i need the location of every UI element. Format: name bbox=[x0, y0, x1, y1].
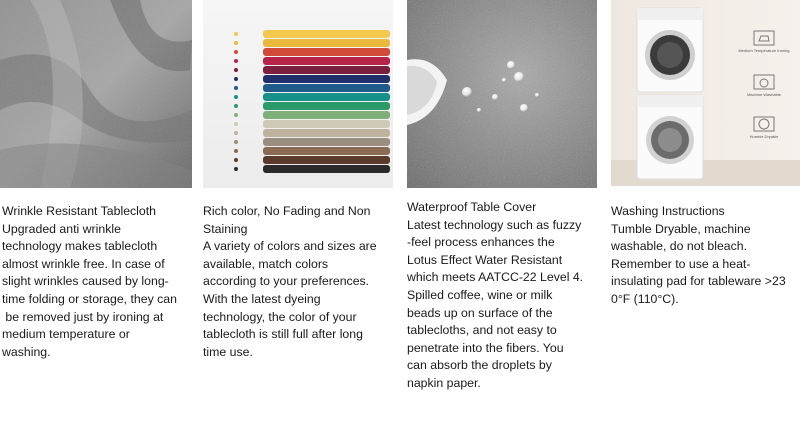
folded-tablecloth bbox=[263, 147, 390, 155]
washing-machine-icon bbox=[753, 74, 775, 90]
folded-tablecloth bbox=[263, 75, 390, 83]
folded-tablecloth bbox=[263, 93, 390, 101]
folded-tablecloth bbox=[263, 57, 390, 65]
tumble-dry-icon bbox=[753, 116, 775, 132]
color-swatch-dot bbox=[234, 104, 238, 108]
folded-tablecloth bbox=[263, 120, 390, 128]
tablecloth-stack bbox=[203, 0, 393, 188]
color-swatch-dot bbox=[234, 68, 238, 72]
stacked-tablecloths-photo bbox=[203, 0, 393, 188]
color-swatch-dot bbox=[234, 95, 238, 99]
panel-title: Rich color, No Fading and Non Staining bbox=[203, 204, 371, 236]
color-swatch-dot bbox=[234, 41, 238, 45]
color-swatch-dot bbox=[234, 122, 238, 126]
color-swatch-dot bbox=[234, 149, 238, 153]
color-swatch-dot bbox=[234, 32, 238, 36]
panel-wrinkle-resistant bbox=[0, 0, 192, 361]
color-swatch-dot bbox=[234, 158, 238, 162]
panel-title: Wrinkle Resistant Tablecloth bbox=[2, 204, 157, 218]
color-swatch-dot bbox=[234, 86, 238, 90]
color-swatch-dot bbox=[234, 131, 238, 135]
care-label: Humble Dryable bbox=[749, 134, 779, 139]
panel-waterproof bbox=[407, 0, 597, 393]
water-droplets-photo bbox=[407, 0, 597, 188]
panel-description: Latest technology such as fuzzy -feel process enhances the Lotus Effect Water Resistant which meets AATCC-22 Level 4. Spilled coffee, wine or milk beads up on surface of the tablecloths, and not easy to penetrate into the fibers. You can absorb the droplets by napkin paper. bbox=[407, 217, 584, 390]
panel-rich-color bbox=[203, 0, 393, 361]
folded-tablecloth bbox=[263, 30, 390, 38]
panel-description: A variety of colors and sizes are available, match colors according to your preferences. With the latest dyeing technology, the color of your tablecloth is still full after long time use. bbox=[203, 239, 377, 359]
folded-tablecloth bbox=[263, 102, 390, 110]
color-swatch-dot bbox=[234, 59, 238, 63]
grey-linen-fabric-photo bbox=[0, 0, 192, 188]
washer-dryer-photo bbox=[611, 0, 800, 186]
care-label: Machine Washable bbox=[747, 92, 781, 97]
color-swatch-dot bbox=[234, 50, 238, 54]
color-swatch-dot bbox=[234, 140, 238, 144]
folded-tablecloth bbox=[263, 66, 390, 74]
folded-tablecloth bbox=[263, 84, 390, 92]
folded-tablecloth bbox=[263, 129, 390, 137]
panel-title: Waterproof Table Cover bbox=[407, 200, 537, 214]
folded-tablecloth bbox=[263, 48, 390, 56]
iron-icon bbox=[753, 30, 775, 46]
folded-tablecloth bbox=[263, 156, 390, 164]
folded-tablecloth bbox=[263, 165, 390, 173]
folded-tablecloth bbox=[263, 138, 390, 146]
panel-description: Tumble Dryable, machine washable, do not bleach. Remember to use a heat- insulating pad for tableware >23 0°F (110°C). bbox=[611, 221, 786, 306]
care-label: Medium Temperature Ironing bbox=[738, 48, 790, 53]
color-swatch-dot bbox=[234, 77, 238, 81]
folded-tablecloth bbox=[263, 111, 390, 119]
color-swatch-dot bbox=[234, 113, 238, 117]
color-swatch-dot bbox=[234, 167, 238, 171]
panel-description: Upgraded anti wrinkle technology makes tablecloth almost wrinkle free. In case of slight wrinkles caused by long- time folding or storage, they can be removed just by ironing at medium temperature or washing. bbox=[2, 221, 177, 359]
panel-title: Washing Instructions bbox=[611, 204, 725, 218]
panel-washing-instructions bbox=[611, 0, 800, 309]
folded-tablecloth bbox=[263, 39, 390, 47]
